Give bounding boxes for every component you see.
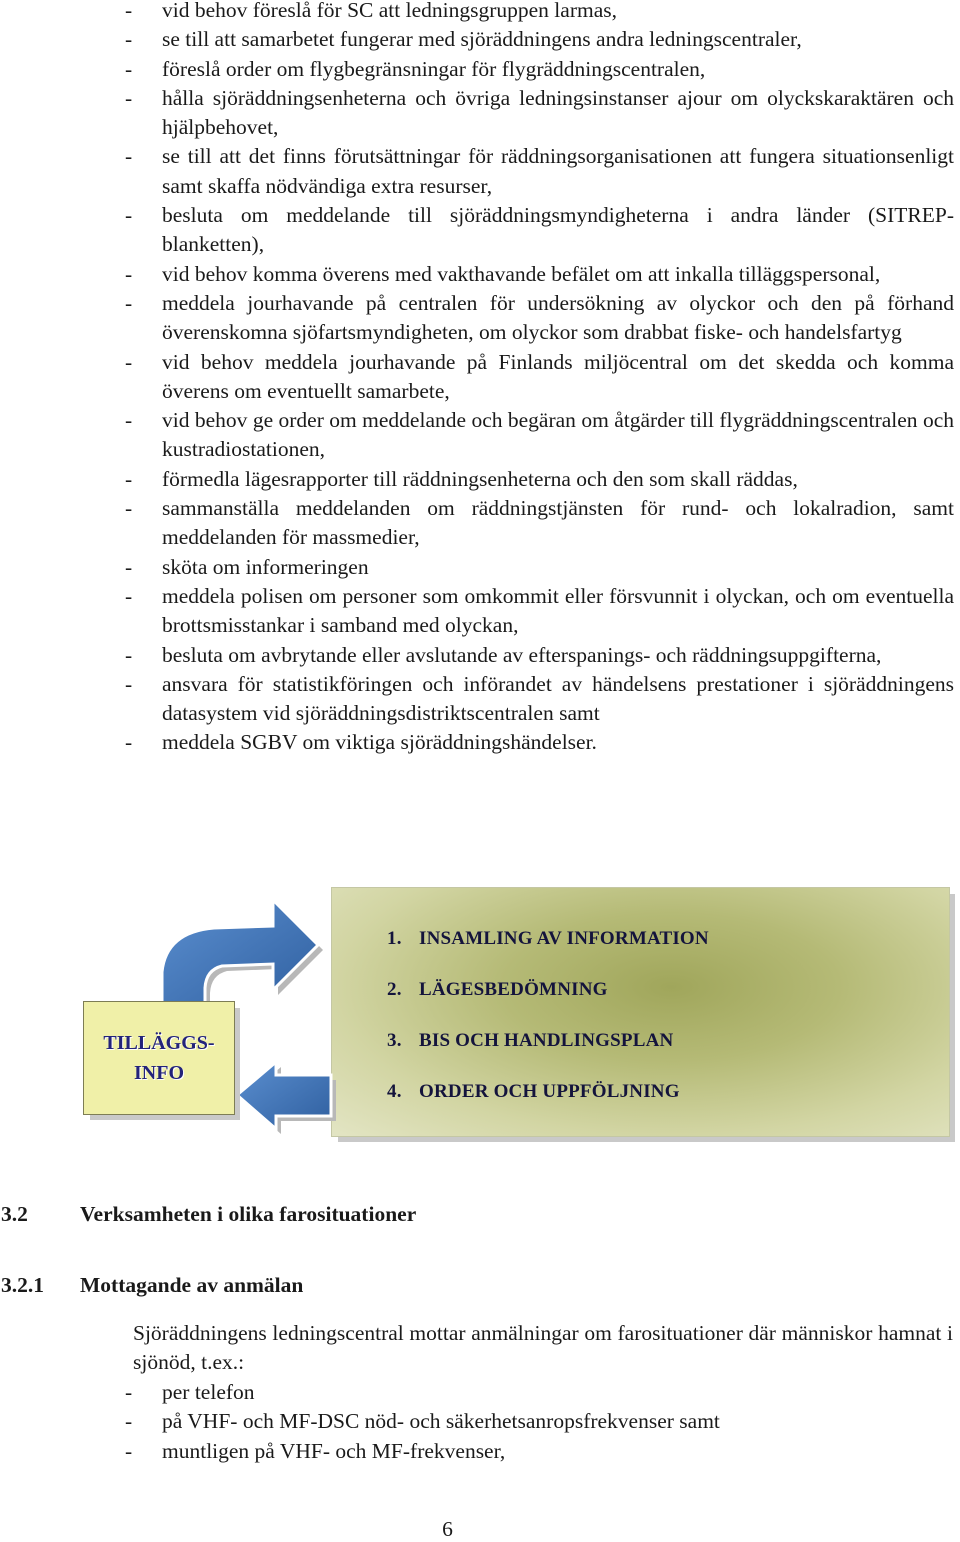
list-item: - besluta om avbrytande eller avslutande av efterspanings- och räddningsuppgifterna, (0, 641, 960, 670)
list-item: - ansvara för statistikföringen och införandet av händelsens prestationer i sjöräddningens datasystem vid sjöräddningsdistriktscentralen samt (0, 670, 960, 729)
list-item: - meddela polisen om personer som omkommit eller försvunnit i olyckan, och om eventuella brottsmisstankar i samband med olyckan, (0, 582, 960, 641)
list-item: - muntligen på VHF- och MF-frekvenser, (0, 1437, 960, 1466)
info-box (83, 1001, 235, 1115)
list-item: - förmedla lägesrapporter till räddningsenheterna och den som skall räddas, (0, 465, 960, 494)
list-item: - sköta om informeringen (0, 553, 960, 582)
body-paragraph: Sjöräddningens ledningscentral mottar anmälningar om farosituationer där människor hamnat i sjönöd, t.ex.: (133, 1321, 953, 1375)
page-number: 6 (442, 1517, 453, 1541)
list-item: - se till att det finns förutsättningar för räddningsorganisationen att fungera situationsenligt samt skaffa nödvändiga extra resurser, (0, 142, 960, 201)
section-title: Verksamheten i olika farosituationer (80, 1202, 417, 1226)
curved-arrow-icon (162, 900, 318, 1008)
channel-list (0, 1378, 960, 1466)
list-item: - per telefon (0, 1378, 960, 1407)
list-item: - hålla sjöräddningsenheterna och övriga ledningsinstanser ajour om olyckskaraktären och hjälpbehovet, (0, 84, 960, 143)
list-item: - vid behov komma överens med vakthavande befälet om att inkalla tilläggspersonal, (0, 260, 960, 289)
step-item: 4. ORDER OCH UPPFÖLJNING (387, 1081, 680, 1102)
list-item: - meddela jourhavande på centralen för undersökning av olyckor och den på förhand överenskomna sjöfartsmyndigheten, om olyckor som drabbat fiske- och handelsfartyg (0, 289, 960, 348)
subsection-number: 3.2.1 (1, 1273, 44, 1297)
task-list (0, 0, 960, 758)
step-item: 3. BIS OCH HANDLINGSPLAN (387, 1030, 674, 1051)
list-item: - vid behov föreslå för SC att ledningsgruppen larmas, (0, 0, 960, 25)
list-item: - på VHF- och MF-DSC nöd- och säkerhetsanropsfrekvenser samt (0, 1407, 960, 1436)
list-item: - vid behov meddela jourhavande på Finlands miljöcentral om det skedda och komma överens om eventuellt samarbete, (0, 348, 960, 407)
list-item: - sammanställa meddelanden om räddningstjänsten för rund- och lokalradion, samt meddelanden för massmedier, (0, 494, 960, 553)
list-item: - se till att samarbetet fungerar med sjöräddningens andra ledningscentraler, (0, 25, 960, 54)
subsection-title: Mottagande av anmälan (80, 1273, 304, 1297)
process-diagram (0, 880, 960, 1150)
step-item: 1. INSAMLING AV INFORMATION (387, 928, 709, 949)
list-item: - vid behov ge order om meddelande och begäran om åtgärder till flygräddningscentralen och kustradiostationen, (0, 406, 960, 465)
list-item: - meddela SGBV om viktiga sjöräddningshändelser. (0, 728, 960, 757)
list-item: - besluta om meddelande till sjöräddningsmyndigheterna i andra länder (SITREP-blanketten), (0, 201, 960, 260)
step-item: 2. LÄGESBEDÖMNING (387, 979, 608, 1000)
list-item: - föreslå order om flygbegränsningar för flygräddningscentralen, (0, 55, 960, 84)
section-number: 3.2 (1, 1202, 28, 1226)
info-label: TILLÄGGS- INFO (103, 1032, 215, 1084)
